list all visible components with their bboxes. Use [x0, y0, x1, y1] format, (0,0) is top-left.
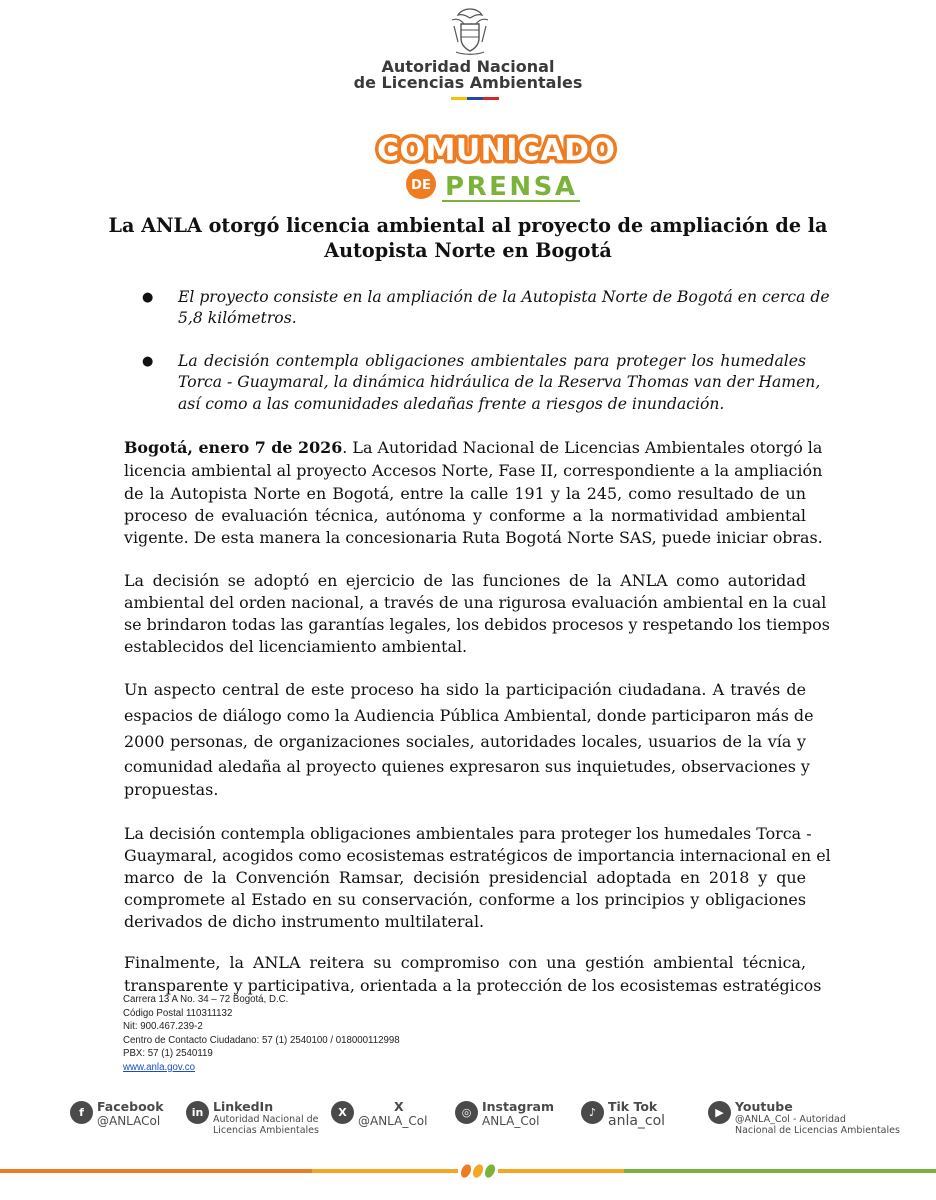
social-handle: @ANLA_Col - Autoridad — [735, 1114, 846, 1125]
paragraph-4-line: Guaymaral, acogidos como ecosistemas estratégicos de importancia internacional en el — [124, 846, 831, 865]
paragraph-2-line: se brindaron todas las garantías legales, los debidos procesos y respetando los tiempos — [124, 615, 830, 634]
paragraph-1-lead: . La Autoridad Nacional de Licencias Ambientales otorgó la — [342, 438, 823, 457]
paragraph-2-line: La decisión se adoptó en ejercicio de las funciones de la ANLA como autoridad — [124, 571, 806, 590]
agency-name-line2: de Licencias Ambientales — [353, 73, 583, 92]
paragraph-3-line: Un aspecto central de este proceso ha sido la participación ciudadana. A través de — [124, 680, 806, 699]
social-handle: Licencias Ambientales — [213, 1125, 319, 1136]
social-name: LinkedIn — [213, 1099, 274, 1114]
social-youtube[interactable] — [708, 1100, 900, 1136]
youtube-icon: ▶ — [708, 1101, 731, 1124]
linkedin-icon: in — [186, 1101, 209, 1124]
bullet-dot: ● — [142, 354, 154, 369]
paragraph-3-line: espacios de diálogo como la Audiencia Pública Ambiental, donde participaron más de — [124, 706, 814, 725]
social-handle: Autoridad Nacional de — [213, 1114, 319, 1125]
bullet-2-line: así como a las comunidades aledañas frente a riesgos de inundación. — [178, 395, 725, 413]
social-name: Facebook — [97, 1099, 164, 1114]
agency-name-line1: Autoridad Nacional — [381, 57, 555, 76]
social-instagram[interactable] — [455, 1100, 554, 1128]
paragraph-3-line: comunidad aledaña al proyecto quienes expresaron sus inquietudes, observaciones y — [124, 757, 810, 776]
paragraph-5-line: Finalmente, la ANLA reitera su compromiso con una gestión ambiental técnica, — [124, 953, 806, 972]
paragraph-2-line: ambiental del orden nacional, a través de una rigurosa evaluación ambiental en la cual — [124, 593, 827, 612]
social-handle: anla_col — [608, 1113, 666, 1129]
social-x[interactable] — [331, 1100, 427, 1128]
footer-leaf-dots-icon — [458, 1163, 498, 1179]
social-handle: @ANLACol — [97, 1114, 161, 1128]
contact-pbx: PBX: 57 (1) 2540119 — [123, 1048, 213, 1059]
badge-prensa-text: PRENSA — [445, 172, 575, 202]
colombia-flag-bar — [451, 97, 499, 100]
paragraph-2-line: establecidos del licenciamiento ambiental. — [124, 637, 468, 656]
social-name: Youtube — [735, 1099, 793, 1114]
bullet-dot: ● — [142, 290, 154, 305]
contact-address: Carrera 13 A No. 34 – 72 Bogotá, D.C. — [123, 994, 289, 1005]
social-handle: @ANLA_Col — [358, 1114, 428, 1128]
social-name: Instagram — [482, 1099, 554, 1114]
paragraph-4-line: derivados de dicho instrumento multilateral. — [124, 912, 485, 931]
badge-de-text: DE — [411, 178, 431, 193]
social-linkedin[interactable] — [186, 1100, 319, 1136]
paragraph-4-line: marco de la Convención Ramsar, decisión presidencial adoptada en 2018 y que — [124, 868, 806, 887]
paragraph-3-line: propuestas. — [124, 780, 219, 799]
social-name: Tik Tok — [608, 1099, 658, 1114]
paragraph-1-line: vigente. De esta manera la concesionaria Ruta Bogotá Norte SAS, puede iniciar obras. — [124, 528, 823, 547]
website-link[interactable]: www.anla.gov.co — [123, 1062, 195, 1073]
paragraph-1-line: licencia ambiental al proyecto Accesos Norte, Fase II, correspondiente a la ampliación — [124, 461, 823, 480]
colombia-coat-of-arms-icon — [448, 6, 492, 58]
social-name: X — [394, 1099, 404, 1114]
social-facebook[interactable] — [70, 1100, 164, 1128]
press-release-title-line2: Autopista Norte en Bogotá — [324, 239, 612, 262]
bullet-1-line: 5,8 kilómetros. — [178, 309, 297, 327]
bullet-2-line: Torca - Guaymaral, la dinámica hidráulica de la Reserva Thomas van der Hamen, — [178, 373, 821, 391]
tiktok-icon: ♪ — [581, 1101, 604, 1124]
dateline: Bogotá, enero 7 de 2026 — [124, 438, 343, 457]
bullet-1-line: El proyecto consiste en la ampliación de la Autopista Norte de Bogotá en cerca de — [178, 288, 830, 306]
comunicado-de-prensa-logo — [370, 128, 622, 204]
contact-postal-code: Código Postal 110311132 — [123, 1008, 233, 1019]
badge-comunicado-text: COMUNICADO — [377, 133, 615, 168]
paragraph-1-line: de la Autopista Norte en Bogotá, entre la calle 191 y la 245, como resultado de un — [124, 484, 806, 503]
paragraph-1-line: proceso de evaluación técnica, autónoma y conforme a la normatividad ambiental — [124, 506, 806, 525]
paragraph-4-line: La decisión contempla obligaciones ambientales para proteger los humedales Torca - — [124, 824, 812, 843]
paragraph-5-line: transparente y participativa, orientada a la protección de los ecosistemas estratégicos — [124, 976, 822, 995]
social-tiktok[interactable] — [581, 1100, 665, 1128]
instagram-icon: ◎ — [455, 1101, 478, 1124]
contact-center-phone: Centro de Contacto Ciudadano: 57 (1) 2540100 / 018000112998 — [123, 1035, 400, 1046]
paragraph-3-line: 2000 personas, de organizaciones sociales, autoridades locales, usuarios de la vía y — [124, 732, 806, 751]
social-handle: ANLA_Col — [482, 1114, 540, 1128]
contact-nit: Nit: 900.467.239-2 — [123, 1021, 203, 1032]
bullet-2-line: La decisión contempla obligaciones ambientales para proteger los humedales — [178, 352, 806, 370]
press-release-title: La ANLA otorgó licencia ambiental al proyecto de ampliación de la — [108, 214, 828, 237]
facebook-icon: f — [70, 1101, 93, 1124]
social-handle: Nacional de Licencias Ambientales — [735, 1125, 900, 1136]
x-logo-icon: X — [331, 1101, 354, 1124]
paragraph-1-line — [124, 437, 823, 459]
paragraph-4-line: compromete al Estado en su conservación, conforme a los principios y obligaciones — [124, 890, 806, 909]
